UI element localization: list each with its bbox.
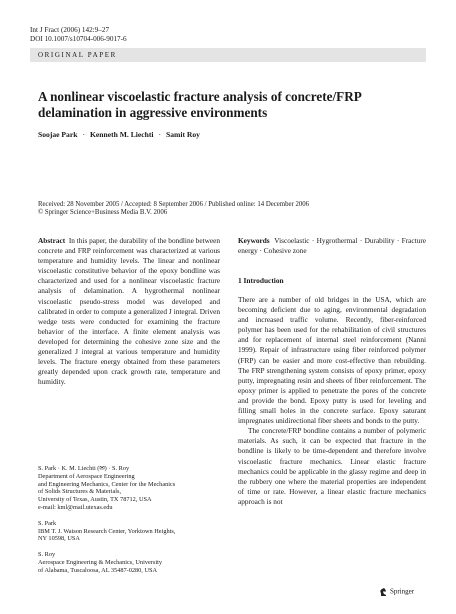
journal-citation-block [30, 26, 127, 43]
affiliation-line: of Solids Structures & Materials, [38, 488, 122, 496]
keywords-label: Keywords [238, 236, 270, 245]
author-list [38, 130, 200, 139]
affiliation-line: Aerospace Engineering & Mechanics, University [38, 558, 162, 566]
springer-knight-icon [379, 587, 388, 597]
affiliation-line: S. Roy [38, 551, 56, 559]
affiliation-line: S. Park · K. M. Liechti (✉) · S. Roy [38, 465, 130, 472]
springer-logo [379, 587, 414, 597]
section-label: ORIGINAL PAPER [38, 51, 117, 59]
keywords [238, 236, 426, 256]
introduction-heading: 1 Introduction [238, 276, 284, 285]
doi: DOI 10.1007/s10704-006-9017-6 [30, 34, 127, 43]
affiliation-line: IBM T. J. Watson Research Center, Yorktown Heights, [38, 527, 176, 535]
paper-title: A nonlinear viscoelastic fracture analysis of concrete/FRP delamination in aggressive environments [38, 89, 362, 120]
keywords-text: Viscoelastic · Hygrothermal · Durability · Fracture energy · Cohesive zone [238, 236, 426, 256]
abstract-text: In this paper, the durability of the bondline between concrete and FRP reinforcement was characterized at various temperature and humidity levels. The linear and nonlinear viscoelastic constitutive behavior of the epoxy bondline was characterized and used for a nonlinear viscoelastic fracture analysis of delamination. A hygrothermal nonlinear viscoelastic pseudo-stress model was developed and calibrated in order to compute a generalized J integral. Driven wedge tests were conducted for examining the fracture behavior of the interface. A finite element analysis was developed for determining the cohesive zone size and the generalized J integral at various temperature and humidity levels. The fracture energy obtained from these parameters greatly depended upon crack growth rate, temperature and humidity. [38, 236, 220, 387]
copyright-line: © Springer Science+Business Media B.V. 2006 [38, 209, 168, 217]
journal-citation: Int J Fract (2006) 142:9–27 [30, 26, 110, 34]
affiliation-block [38, 465, 228, 512]
affiliation-block [38, 520, 228, 543]
author-name: Kenneth M. Liechti [89, 130, 154, 139]
introduction-body [238, 295, 426, 507]
affiliation-email[interactable]: e-mail: kml@mail.utexas.edu [38, 503, 113, 511]
affiliation-line: and Engineering Mechanics, Center for the Mechanics [38, 480, 176, 488]
introduction-paragraph: The concrete/FRP bondline contains a number of polymeric materials. As such, it can be expected that fracture in the bondline is likely to be time-dependent and therefore involve viscoelastic fracture mechanics. Linear elastic fracture mechanics could be applicable in the glassy regime and deep in the rubbery one where the material properties are independent of time or rate. However, a linear elastic fracture mechanics approach is not [238, 426, 426, 506]
publication-dates [38, 201, 309, 218]
affiliation-line: University of Texas, Austin, TX 78712, USA [38, 496, 152, 504]
affiliation-line: S. Park [38, 519, 57, 527]
author-separator: · [82, 130, 85, 139]
affiliation-line: Department of Aerospace Engineering [38, 472, 135, 480]
author-name: Samit Roy [166, 130, 200, 139]
section-banner [30, 48, 426, 62]
introduction-paragraph: There are a number of old bridges in the USA, which are becoming deficient due to aging, environmental degradation and increased traffic volume. Recently, fiber-reinforced polymer has been used for the rehabilitation of civil structures and for replacement of internal steel reinforcement (Nanni 1999). Repair of infrastructure using fiber reinforced polymer (FRP) can be easier and more cost-effective than rebuilding. The FRP strengthening system consists of epoxy primer, epoxy putty, impregnating resin and sheets of fiber reinforcement. The epoxy primer is applied to penetrate the pores of the concrete and provide the bond. Epoxy putty is used for leveling and filling small holes in the concrete surface. Epoxy saturant impregnates unidirectional fiber sheets and bonds to the putty. [238, 295, 426, 426]
affiliation-line: NY 10598, USA [38, 535, 80, 543]
abstract-label: Abstract [38, 236, 66, 245]
abstract [38, 236, 220, 387]
received-dates: Received: 28 November 2005 / Accepted: 8 September 2006 / Published online: 14 December 2006 [38, 201, 310, 208]
springer-label: Springer [390, 587, 415, 596]
author-separator: · [158, 130, 162, 139]
author-name: Soojae Park [38, 130, 78, 139]
affiliation-line: of Alabama, Tuscaloosa, AL 35487-0280, USA [38, 566, 158, 574]
affiliations [38, 465, 228, 583]
affiliation-block [38, 551, 228, 574]
